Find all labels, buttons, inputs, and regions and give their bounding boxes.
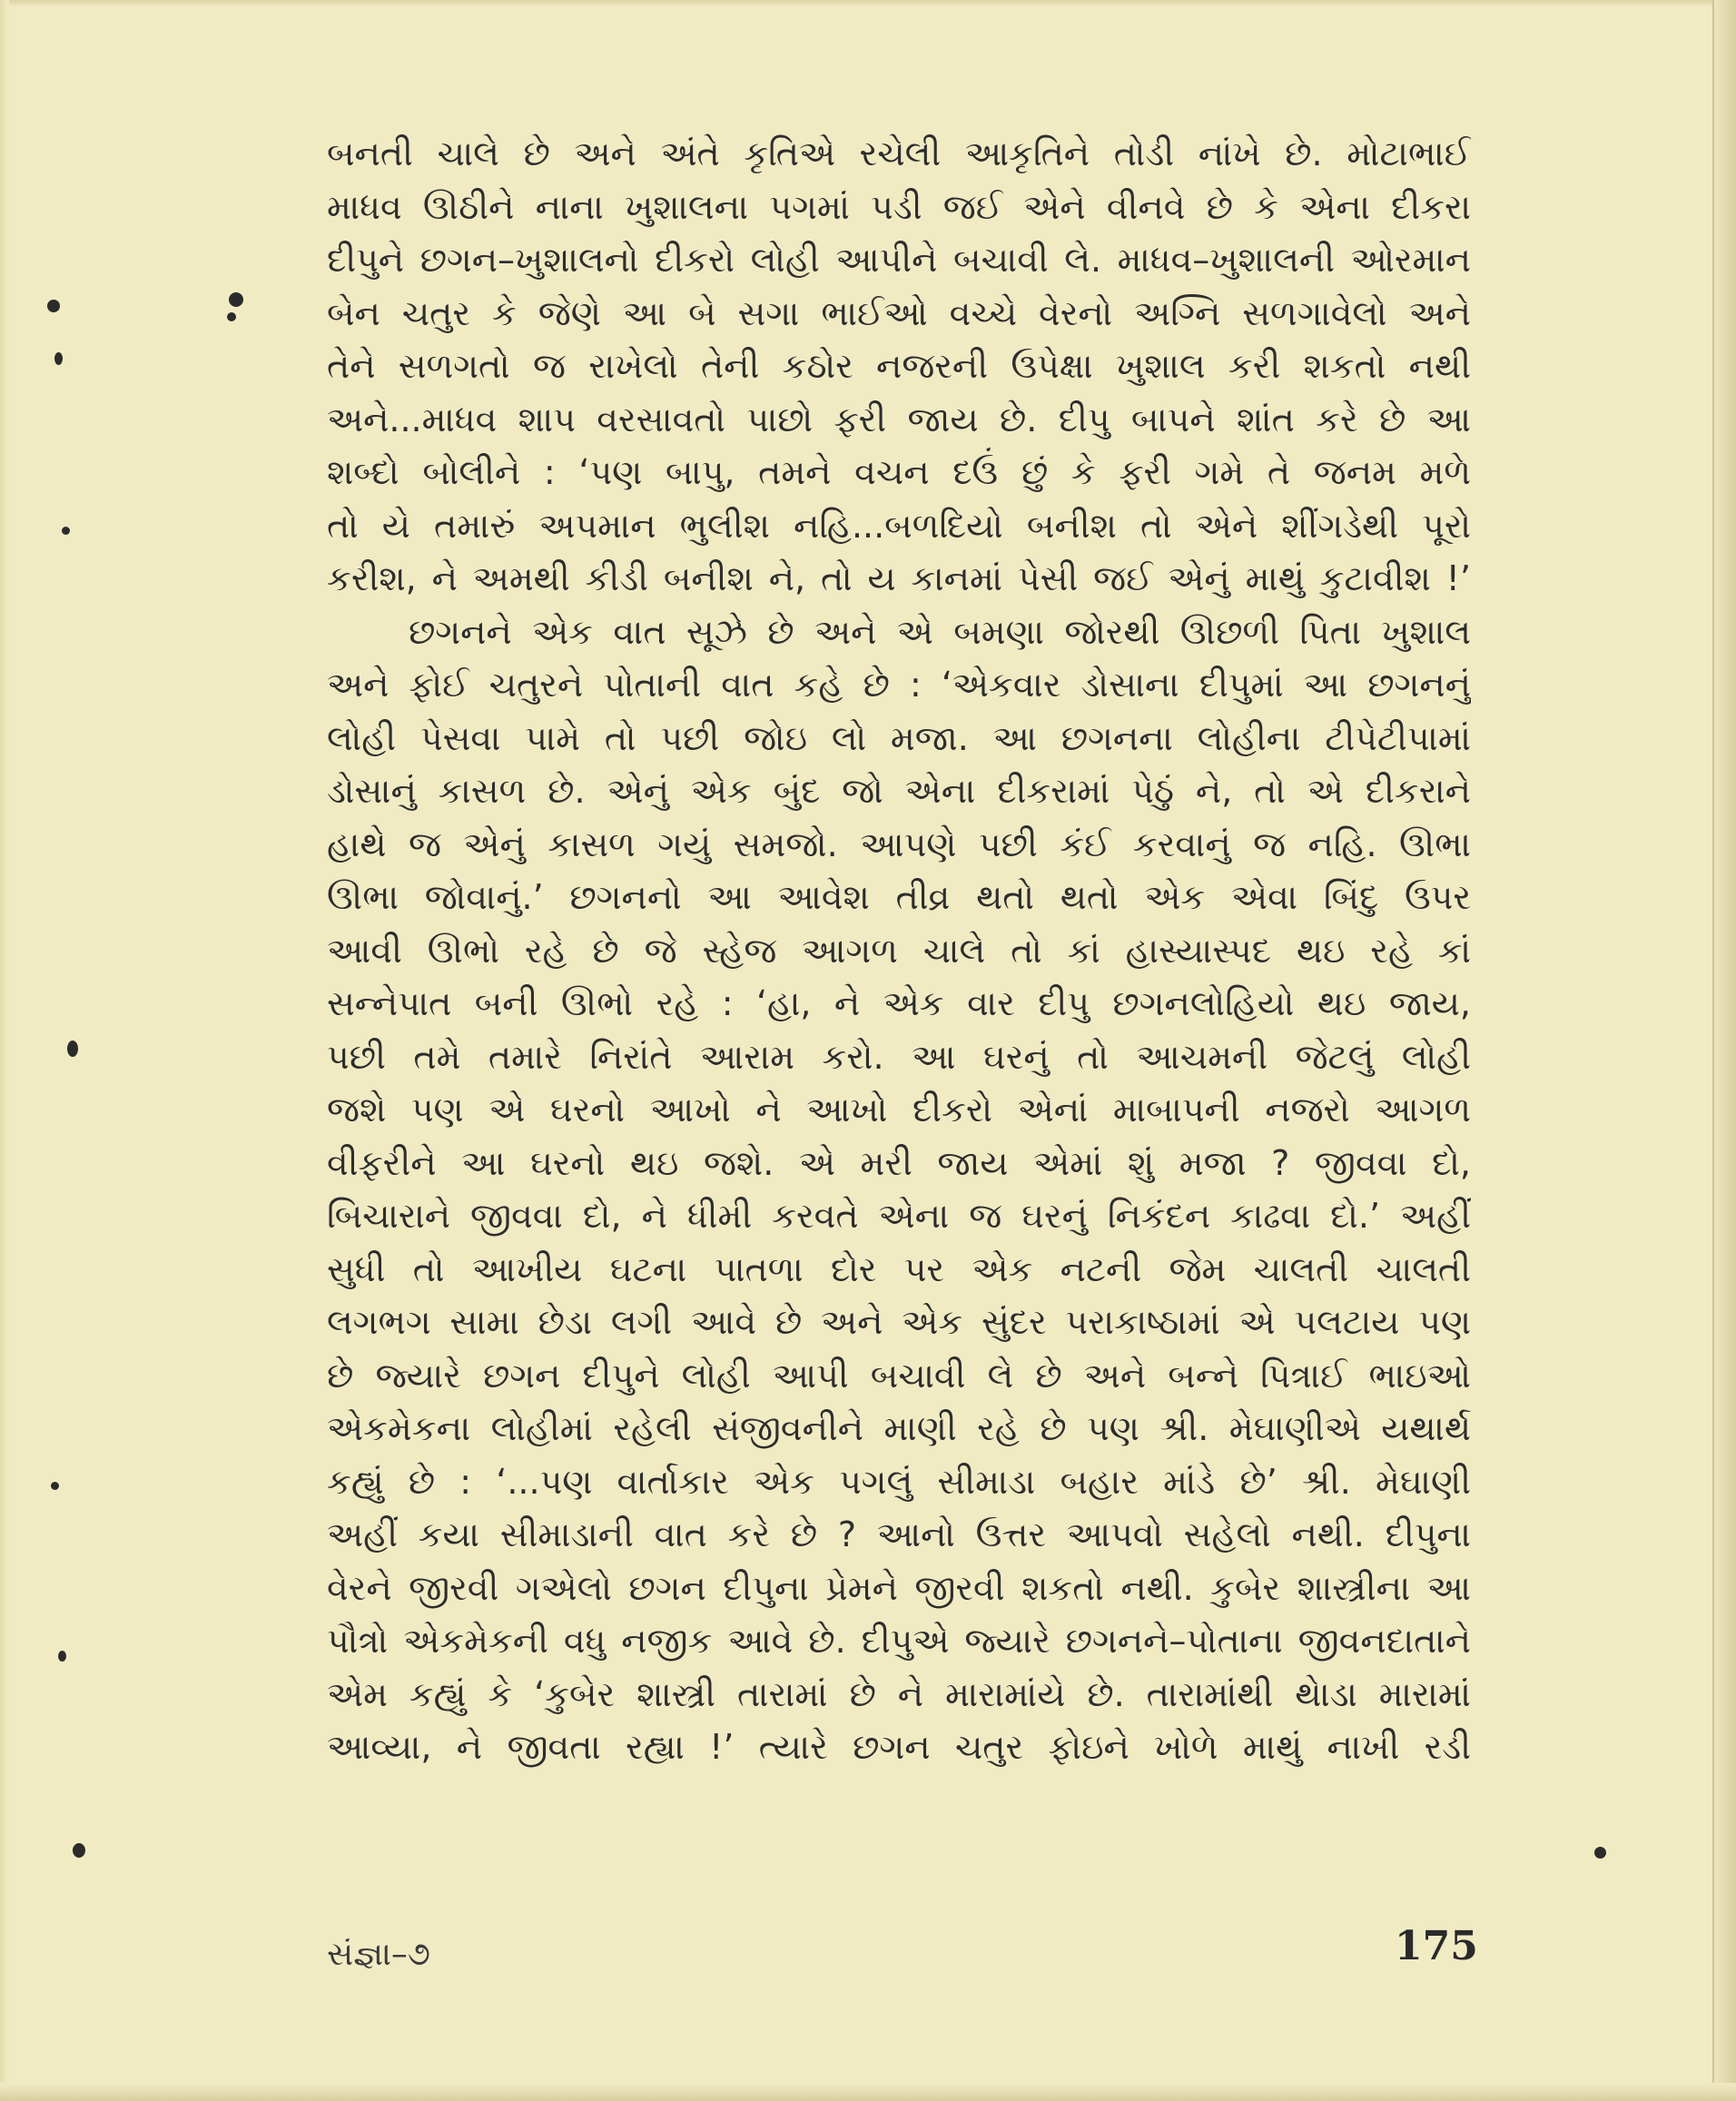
- text-line: બનતી ચાલે છે અને અંતે કૃતિએ રચેલી આકૃતિને તોડી નાંખે છે. મોટાભાઈ: [327, 133, 1471, 173]
- text-line: ઊભા જોવાનું.’ છગનનો આ આવેશ તીવ્ર થતો થતો એક એવા બિંદુ ઉપર: [327, 877, 1471, 917]
- text-line: પછી તમે તમારે નિરાંતે આરામ કરો. આ ઘરનું તો આચમની જેટલું લોહી: [327, 1036, 1471, 1077]
- page-edge-left: [0, 0, 9, 2101]
- text-line: બિચારાને જીવવા દો, ને ધીમી કરવતે એના જ ઘરનું નિકંદન કાઢવા દો.’ અહીં: [327, 1196, 1471, 1236]
- binding-hole-mark: [229, 292, 243, 307]
- page-edge-right: [1712, 0, 1736, 2101]
- text-line: આવી ઊભો રહે છે જે સ્હેજ આગળ ચાલે તો કાં હાસ્યાસ્પદ થઇ રહે કાં: [327, 930, 1471, 971]
- text-line: અહીં કયા સીમાડાની વાત કરે છે ? આનો ઉત્તર આપવો સહેલો નથી. દીપુના: [327, 1514, 1471, 1554]
- text-line: અને...માધવ શાપ વરસાવતો પાછો ફરી જાય છે. દીપુ બાપને શાંત કરે છે આ: [327, 399, 1471, 439]
- text-line: ડોસાનું કાસળ છે. એનું એક બુંદ જો એના દીકરામાં પેઠું ને, તો એ દીકરાને: [327, 771, 1471, 811]
- binding-hole-mark: [67, 1041, 78, 1057]
- text-line: હાથે જ એનું કાસળ ગયું સમજો. આપણે પછી કંઈ કરવાનું જ નહિ. ઊભા: [327, 824, 1471, 864]
- text-line: વેરને જીરવી ગએલો છગન દીપુના પ્રેમને જીરવી શકતો નથી. કુબેર શાસ્ત્રીના આ: [327, 1567, 1471, 1608]
- binding-hole-mark: [58, 1651, 66, 1662]
- text-line: કરીશ, ને અમથી કીડી બનીશ ને, તો ય કાનમાં પેસી જઈ એનું માથું કુટાવીશ !’: [327, 558, 1471, 598]
- binding-hole-mark: [73, 1843, 85, 1858]
- text-line: સન્નેપાત બની ઊભો રહે : ‘હા, ને એક વાર દીપુ છગનલોહિયો થઇ જાય,: [327, 983, 1471, 1023]
- text-line: જશે પણ એ ઘરનો આખો ને આખો દીકરો એનાં માબાપની નજરો આગળ: [327, 1090, 1471, 1129]
- text-line: પૌત્રો એકમેકની વધુ નજીક આવે છે. દીપુએ જ્યારે છગનને–પોતાના જીવનદાતાને: [327, 1621, 1471, 1661]
- page-edge-top: [0, 0, 1736, 7]
- text-line: લગભગ સામા છેડા લગી આવે છે અને એક સુંદર પરાકાષ્ઠામાં એ પલટાય પણ: [327, 1302, 1471, 1342]
- text-line: તેને સળગતો જ રાખેલો તેની કઠોર નજરની ઉપેક્ષા ખુશાલ કરી શકતો નથી: [327, 346, 1471, 386]
- page-edge-bottom: [0, 2083, 1736, 2101]
- text-line: સુધી તો આખીય ઘટના પાતળા દોર પર એક નટની જેમ ચાલતી ચાલતી: [327, 1248, 1471, 1289]
- binding-hole-mark: [1594, 1847, 1606, 1859]
- binding-hole-mark: [47, 300, 60, 312]
- body-text: [327, 127, 1471, 1774]
- text-line: છગનને એક વાત સૂઝે છે અને એ બમણા જોરથી ઊછળી પિતા ખુશાલ: [409, 611, 1471, 652]
- text-line: એકમેકના લોહીમાં રહેલી સંજીવનીને માણી રહે છે પણ શ્રી. મેઘાણીએ યથાર્થ: [327, 1408, 1471, 1448]
- text-line: અને ફોઈ ચતુરને પોતાની વાત કહે છે : ‘એકવાર ડોસાના દીપુમાં આ છગનનું: [327, 665, 1471, 705]
- page-number: 175: [1395, 1923, 1478, 1969]
- text-line: તો યે તમારું અપમાન ભુલીશ નહિ...બળદિયો બનીશ તો એને શીંગડેથી પૂરો: [327, 505, 1471, 546]
- text-line: માધવ ઊઠીને નાના ખુશાલના પગમાં પડી જઈ એને વીનવે છે કે એના દીકરા: [327, 186, 1471, 227]
- text-line: લોહી પેસવા પામે તો પછી જોઇ લો મજા. આ છગનના લોહીના ટીપેટીપામાં: [327, 717, 1471, 758]
- footer-signature: સંજ્ઞા–૭: [327, 1936, 430, 1973]
- text-line: કહ્યું છે : ‘...પણ વાર્તાકાર એક પગલું સીમાડા બહાર માંડે છે’ શ્રી. મેઘાણી: [327, 1461, 1471, 1502]
- text-line: વીફરીને આ ઘરનો થઇ જશે. એ મરી જાય એમાં શું મજા ? જીવવા દો,: [327, 1142, 1471, 1183]
- binding-hole-mark: [51, 1482, 59, 1490]
- binding-hole-mark: [54, 352, 63, 365]
- text-line: દીપુને છગન–ખુશાલનો દીકરો લોહી આપીને બચાવી લે. માધવ–ખુશાલની ઓરમાન: [327, 240, 1471, 280]
- text-line: છે જ્યારે છગન દીપુને લોહી આપી બચાવી લે છે અને બન્ને પિત્રાઈ ભાઇઓ: [327, 1355, 1471, 1396]
- text-line: આવ્યા, ને જીવતા રહ્યા !’ ત્યારે છગન ચતુર ફોઇને ખોળે માથું નાખી રડી: [327, 1727, 1471, 1767]
- binding-hole-mark: [62, 527, 70, 535]
- text-line: બેન ચતુર કે જેણે આ બે સગા ભાઈઓ વચ્ચે વેરનો અગ્નિ સળગાવેલો અને: [327, 292, 1471, 333]
- text-line: એમ કહ્યું કે ‘કુબેર શાસ્ત્રી તારામાં છે ને મારામાંયે છે. તારામાંથી થેાડા મારામાં: [327, 1673, 1471, 1714]
- binding-hole-mark: [227, 312, 236, 321]
- text-line: શબ્દો બોલીને : ‘પણ બાપુ, તમને વચન દઉં છું કે ફરી ગમે તે જનમ મળે: [327, 452, 1471, 492]
